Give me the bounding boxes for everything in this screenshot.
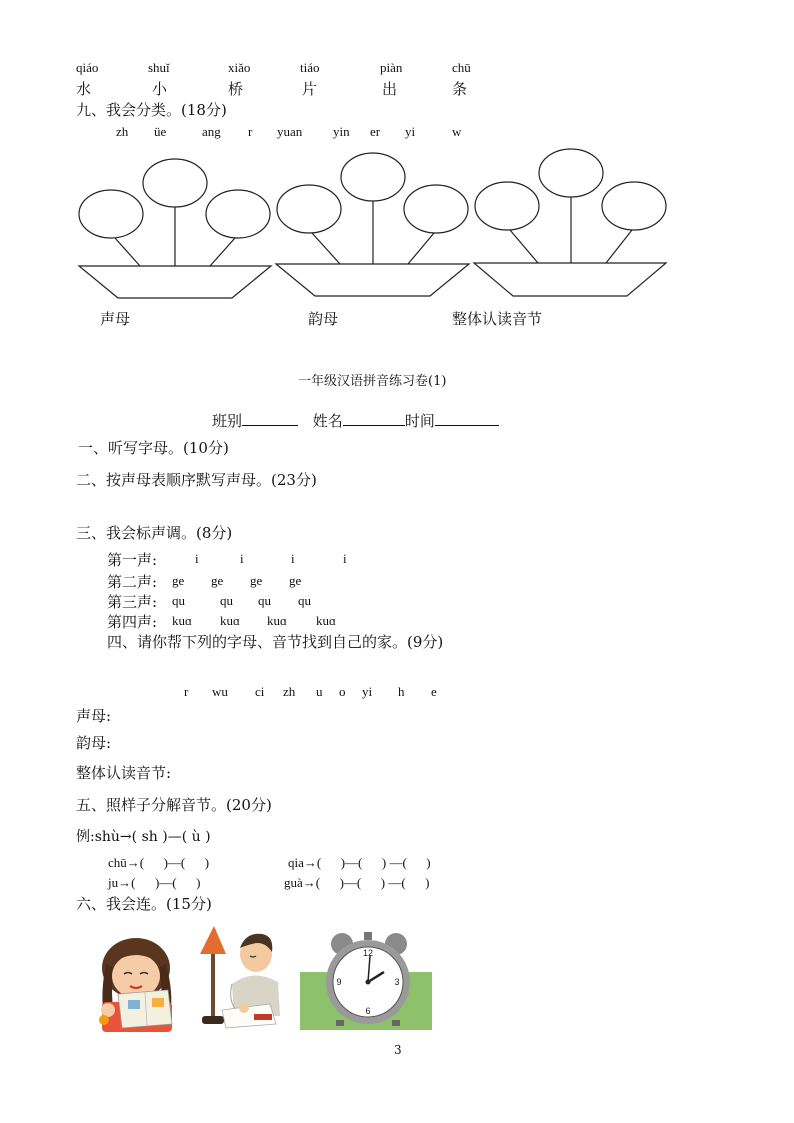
flower-circle — [404, 185, 468, 233]
sec4-letter: h — [398, 684, 405, 699]
page-number: 3 — [394, 1043, 402, 1057]
sec9-letter: ang — [202, 124, 221, 139]
tone-item: ge — [172, 573, 185, 588]
sec4-letter: e — [431, 684, 437, 699]
sec4-letter: ci — [255, 684, 265, 699]
sec9-title: 九、我会分类。(18分) — [76, 101, 227, 119]
flower-circle — [143, 159, 207, 207]
sec4-title: 四、请你帮下列的字母、音节找到自己的家。(9分) — [107, 633, 444, 651]
top-char-6: 条 — [452, 80, 468, 98]
boy-studying-picture — [192, 924, 284, 1032]
class-label: 班别 — [212, 412, 243, 430]
sec4-letter: u — [316, 684, 323, 699]
sec4-row-finals: 韵母: — [76, 734, 112, 752]
sec5-example: 例:shù→( sh )—( ù ) — [76, 829, 211, 845]
flower-circle — [277, 185, 341, 233]
paper-title: 一年级汉语拼音练习卷(1) — [298, 374, 447, 389]
flower-pot-2 — [276, 153, 469, 296]
sec4-letter: r — [184, 684, 189, 699]
tone-item: ge — [211, 573, 224, 588]
pot-base — [276, 264, 469, 296]
sec2-title: 二、按声母表顺序默写声母。(23分) — [76, 471, 317, 489]
pot-label-finals: 韵母 — [308, 310, 339, 328]
tone-item: qu — [258, 593, 271, 608]
sec1-title: 一、听写字母。(10分) — [78, 439, 229, 457]
tone-row-label: 第三声: — [107, 593, 158, 611]
pot-label-initials: 声母 — [100, 310, 131, 328]
top-pinyin-1: qiáo — [76, 60, 99, 75]
top-pinyin-4: tiáo — [300, 60, 320, 75]
top-pinyin-3: xiǎo — [228, 60, 251, 75]
flower-circle — [539, 149, 603, 197]
sec4-letter: o — [339, 684, 346, 699]
tone-row-label: 第二声: — [107, 573, 158, 591]
pot-base — [79, 266, 271, 298]
sec9-letter: r — [248, 124, 253, 139]
time-blank[interactable] — [435, 411, 499, 426]
pot-label-whole-syllables: 整体认读音节 — [452, 310, 543, 328]
sec9-letter: yin — [333, 124, 350, 139]
tone-item: kuɑ — [316, 613, 336, 628]
sec9-letter: er — [370, 124, 381, 139]
tone-item: qu — [220, 593, 233, 608]
sec4-letter: yi — [362, 684, 373, 699]
clock-number-12: 12 — [362, 948, 374, 958]
sec4-row-whole-syllables: 整体认读音节: — [76, 764, 172, 782]
sec9-letter: yi — [405, 124, 416, 139]
top-char-4: 片 — [302, 80, 318, 98]
sec6-title: 六、我会连。(15分) — [76, 895, 212, 913]
sec5-item: ju→( )—( ) — [108, 875, 201, 890]
sec3-title: 三、我会标声调。(8分) — [76, 524, 233, 542]
top-char-3: 桥 — [228, 80, 244, 98]
tone-item: qu — [298, 593, 311, 608]
tone-item: kuɑ — [220, 613, 240, 628]
flower-circle — [206, 190, 270, 238]
clock-number-3: 3 — [394, 977, 400, 987]
tone-row-label: 第一声: — [107, 551, 158, 569]
sec5-item: chū→( )—( ) — [108, 855, 210, 870]
tone-item: ge — [289, 573, 302, 588]
sec4-row-initials: 声母: — [76, 707, 112, 725]
sec9-letter: yuan — [277, 124, 303, 139]
sec5-item: guà→( )—( ) —( ) — [284, 875, 430, 890]
tone-item: i — [291, 551, 295, 566]
top-char-2: 小 — [152, 80, 168, 98]
tone-item: i — [240, 551, 244, 566]
top-pinyin-2: shuǐ — [148, 60, 170, 75]
pot-base — [474, 263, 666, 296]
flower-circle — [341, 153, 405, 201]
clock-number-6: 6 — [365, 1006, 371, 1016]
time-label: 时间 — [404, 412, 435, 430]
sec9-letter: w — [452, 124, 462, 139]
top-pinyin-6: chū — [452, 60, 471, 75]
top-char-5: 出 — [382, 80, 398, 98]
sec9-letter: üe — [154, 124, 167, 139]
sec4-letter: wu — [212, 684, 228, 699]
tone-item: qu — [172, 593, 185, 608]
top-pinyin-5: piàn — [380, 60, 403, 75]
sec9-letter: zh — [116, 124, 129, 139]
flower-circle — [79, 190, 143, 238]
tone-item: i — [343, 551, 347, 566]
tone-item: kuɑ — [267, 613, 287, 628]
flower-circle — [602, 182, 666, 230]
flower-pot-3 — [474, 149, 666, 296]
tone-item: i — [195, 551, 199, 566]
flower-pot-1 — [79, 159, 271, 298]
info-line — [212, 410, 499, 431]
sec4-letter: zh — [283, 684, 296, 699]
top-char-1: 水 — [76, 80, 92, 98]
alarm-clock-picture — [300, 930, 432, 1030]
girl-reading-picture — [84, 924, 188, 1032]
tone-row-label: 第四声: — [107, 613, 158, 631]
sec5-title: 五、照样子分解音节。(20分) — [76, 796, 272, 814]
name-blank[interactable] — [343, 411, 405, 426]
tone-item: kuɑ — [172, 613, 192, 628]
sec5-item: qia→( )—( ) —( ) — [288, 855, 431, 870]
tone-item: ge — [250, 573, 263, 588]
flower-circle — [475, 182, 539, 230]
class-blank[interactable] — [242, 411, 298, 426]
clock-number-9: 9 — [336, 977, 342, 987]
name-label: 姓名 — [312, 412, 343, 430]
